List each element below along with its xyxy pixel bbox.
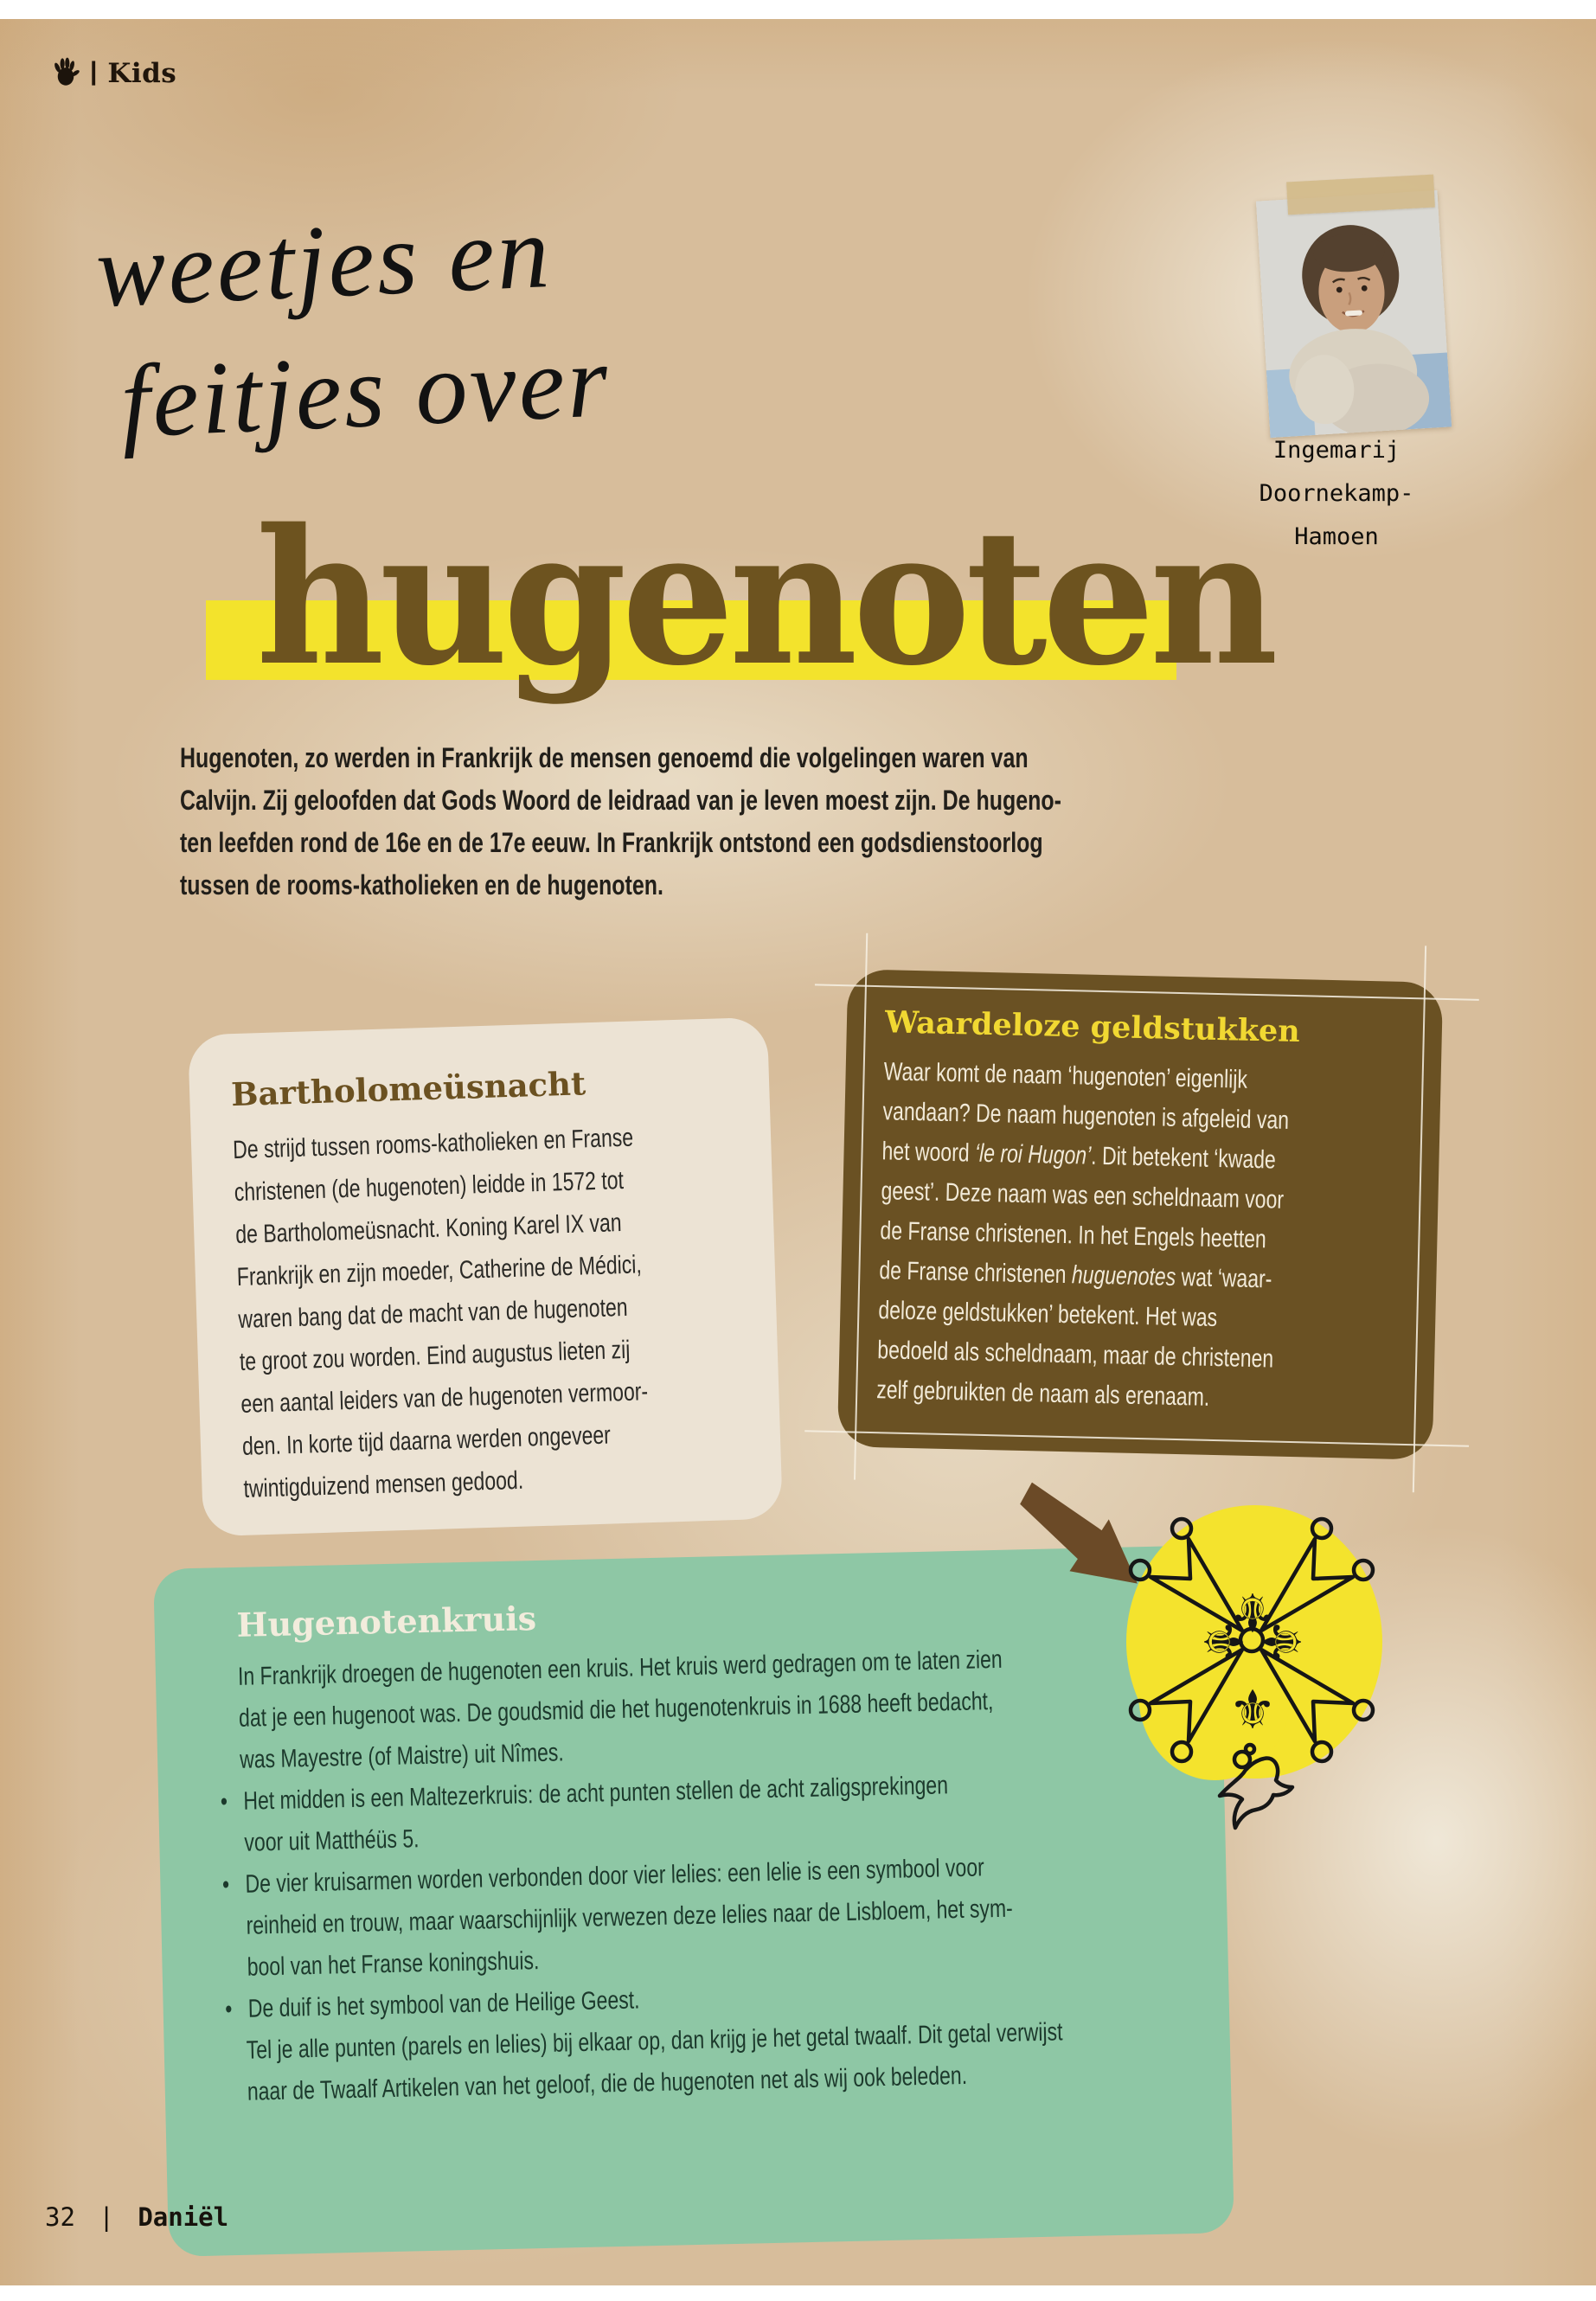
- handwritten-title-line1: weetjes en: [93, 194, 554, 329]
- text-line: te groot zou worden. Eind augustus lieten zij: [239, 1335, 631, 1376]
- text-line: Doornekamp-: [1259, 480, 1414, 507]
- text-line: christenen (de hugenoten) leidde in 1572 tot: [234, 1165, 625, 1208]
- frame-line-right: [1413, 945, 1426, 1492]
- text-line: bedoeld als scheldnaam, maar de christenen: [876, 1336, 1274, 1374]
- text-line: reinheid en trouw, maar waarschijnlijk verwezen deze lelies naar de Lisbloem, het sym-: [246, 1894, 1014, 1940]
- text-line: de Franse christenen. In het Engels heetten: [880, 1216, 1267, 1254]
- author-caption: [1218, 429, 1455, 559]
- huguenot-cross-illustration: [1109, 1483, 1396, 1855]
- text-line: ten leefden rond de 16e en de 17e eeuw. In Frankrijk ontstond een godsdienstoorlog: [180, 827, 1043, 858]
- text-line: tussen de rooms-katholieken en de hugenoten.: [180, 869, 663, 901]
- text-line: Tel je alle punten (parels en lelies) bij elkaar op, dan krijg je het getal twaalf. Dit getal verwijst: [246, 2017, 1063, 2065]
- text-line: Het midden is een Maltezerkruis: de acht punten stellen de acht zaligsprekingen: [242, 1771, 949, 1816]
- text-line: was Mayestre (of Maistre) uit Nîmes.: [239, 1738, 565, 1774]
- text-line: zelf gebruikten de naam als erenaam.: [875, 1375, 1210, 1412]
- text-line: bool van het Franse koningshuis.: [247, 1946, 540, 1982]
- geldstukken-card-heading: Waardeloze geldstukken: [884, 1004, 1301, 1050]
- magazine-name: Daniël: [138, 2202, 229, 2232]
- text-line: waren bang dat de macht van de hugenoten: [237, 1292, 629, 1334]
- page-title: hugenoten: [256, 488, 1273, 707]
- text-line: den. In korte tijd daarna werden ongeveer: [241, 1420, 612, 1461]
- text-line: Ingemarij: [1272, 437, 1401, 464]
- bartholomeus-card-heading: Bartholomeüsnacht: [230, 1064, 586, 1114]
- handwritten-title-line2: feitjes over: [119, 323, 613, 459]
- text-line: de Franse christenen huguenotes wat ‘waar-: [879, 1256, 1272, 1294]
- kruis-intro: [237, 1635, 1198, 1781]
- bullet-icon: •: [221, 1870, 230, 1900]
- bullet-text: [245, 1847, 1014, 1989]
- bullet-icon: •: [224, 1995, 233, 2024]
- text-line: de Bartholomeüsnacht. Koning Karel IX van: [234, 1208, 623, 1250]
- intro-paragraph: [180, 737, 1061, 907]
- text-line: het woord ‘le roi Hugon’. Dit betekent ‘kwade: [881, 1137, 1277, 1175]
- frame-line-left: [854, 933, 868, 1480]
- footer-divider: |: [99, 2202, 114, 2232]
- text-line: De duif is het symbool van de Heilige Geest.: [247, 1985, 640, 2023]
- text-line: deloze geldstukken’ betekent. Het was: [878, 1296, 1218, 1333]
- kruis-card: [153, 1545, 1234, 2257]
- portrait-photo: [1256, 190, 1452, 438]
- text-line: Waar komt de naam ‘hugenoten’ eigenlijk: [883, 1057, 1248, 1094]
- fleur-de-lis-icon: ⚜: [1251, 1618, 1314, 1666]
- frame-line-top: [815, 984, 1479, 1000]
- text-line: geest’. Deze naam was een scheldnaam voor: [881, 1176, 1285, 1215]
- page-footer: [45, 2202, 228, 2232]
- fleur-de-lis-icon: ⚜: [1228, 1678, 1277, 1741]
- text-line: vandaan? De naam hugenoten is afgeleid van: [882, 1097, 1290, 1135]
- kruis-card-body: [220, 1635, 1205, 2113]
- text-line: De vier kruisarmen worden verbonden door vier lelies: een lelie is een symbool voor: [245, 1853, 985, 1899]
- fleur-de-lis-icon: ⚜: [1191, 1618, 1254, 1666]
- bullet-item: [222, 1843, 1203, 1990]
- text-line: Frankrijk en zijn moeder, Catherine de Médici,: [236, 1250, 643, 1292]
- geldstukken-card-body: [876, 1052, 1295, 1420]
- fleur-de-lis-icon: ⚜: [1228, 1580, 1277, 1644]
- text-line: twintigduizend mensen gedood.: [243, 1465, 524, 1503]
- text-line: Hugenoten, zo werden in Frankrijk de mensen genoemd die volgelingen waren van: [180, 742, 1029, 773]
- kruis-card-heading: Hugenotenkruis: [236, 1599, 537, 1644]
- text-line: Calvijn. Zij geloofden dat Gods Woord de leidraad van je leven moest zijn. De hugeno-: [180, 785, 1061, 816]
- text-line: Hamoen: [1294, 523, 1379, 550]
- frame-line-bottom: [804, 1430, 1469, 1446]
- text-line: voor uit Matthéüs 5.: [244, 1824, 420, 1857]
- text-line: De strijd tussen rooms-katholieken en Franse: [232, 1123, 634, 1165]
- page-number: 32: [45, 2202, 75, 2232]
- section-tag: [52, 55, 176, 91]
- bullet-icon: •: [220, 1787, 228, 1817]
- bullet-text: [243, 1765, 950, 1863]
- handwritten-title: [93, 183, 613, 468]
- page-bottom-margin: [0, 2285, 1596, 2301]
- text-line: naar de Twaalf Artikelen van het geloof, die de hugenoten net als wij ook beleden.: [247, 2061, 968, 2106]
- hand-icon: [52, 55, 80, 91]
- text-line: dat je een hugenoot was. De goudsmid die het hugenotenkruis in 1688 heeft bedacht,: [238, 1687, 994, 1733]
- page-top-margin: [0, 0, 1596, 19]
- section-divider: |: [90, 56, 98, 86]
- text-line: In Frankrijk droegen de hugenoten een kruis. Het kruis werd gedragen om te laten zien: [237, 1644, 1003, 1691]
- text-line: een aantal leiders van de hugenoten vermoor-: [240, 1377, 649, 1419]
- bartholomeus-card-body: [232, 1117, 649, 1510]
- bartholomeus-card: [188, 1017, 783, 1537]
- section-label: Kids: [107, 57, 177, 89]
- geldstukken-card: [837, 969, 1443, 1459]
